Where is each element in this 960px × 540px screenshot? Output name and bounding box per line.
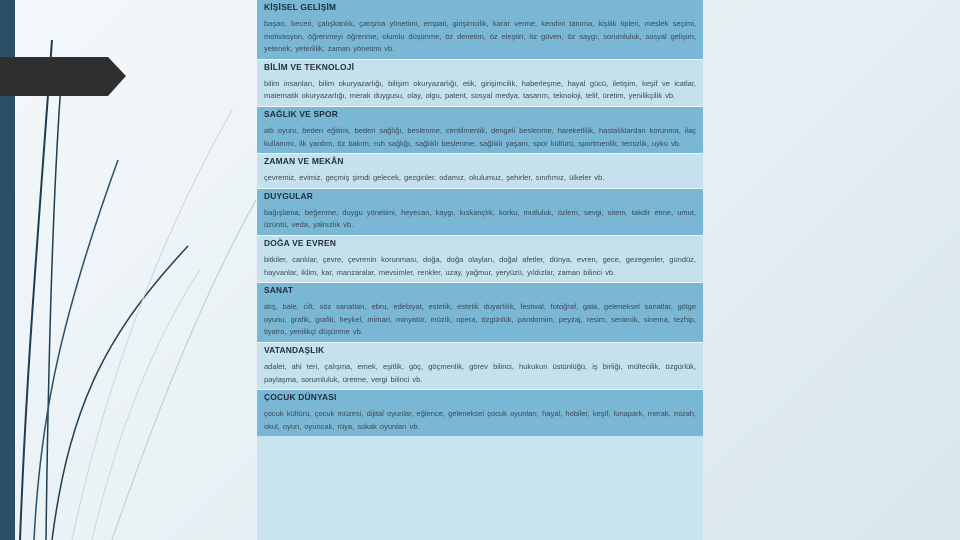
section-title: ÇOCUK DÜNYASI (257, 390, 703, 405)
section-zaman-ve-mekan (257, 154, 703, 188)
section-kisisel-gelisim (257, 0, 703, 59)
section-duygular (257, 189, 703, 235)
section-title: BİLİM VE TEKNOLOJİ (257, 60, 703, 75)
topic-table (257, 0, 703, 540)
section-body: bilim insanları, bilim okuryazarlığı, bilişim okuryazarlığı, etik, girişimcilik, haberleşme, hayal gücü, iletişim, keşif ve icatlar, matematik okuryazarlığı, merak duygusu, olay, olgu, patent, sosyal medya, tasarım, teknoloji, telif, üretim, yenilikçilik vb. (257, 75, 703, 106)
section-body: çocuk kültürü, çocuk müzesi, dijital oyunlar, eğlence, geleneksel çocuk oyunları, hayal, hobiler, keşif, lunapark, merak, mizah, okul, oyun, oyuncak, rüya, sokak oyunları vb. (257, 405, 703, 436)
section-body: atlı oyunı, beden eğitimi, beden sağlığı, beslenme, centilmenlik, dengeli beslenme, hareketlilik, hastalıklardan korunma, ilaç kullanımı, ilk yardım, öz bakım, ruh sağlığı, sağlıklı beslenme, sağlıklı yaşam, spor kültürü, sportmenlik, temizlik, uyku vb. (257, 122, 703, 153)
section-title: ZAMAN VE MEKÂN (257, 154, 703, 169)
section-body: bağışlama, beğenme, duygu yönetimi, heyecan, kaygı, kıskançlık, korku, mutluluk, özlem, sevgi, sitem, takdir etme, umut, üzüntü, veda, yalnızlık vb. (257, 204, 703, 235)
section-title: DOĞA VE EVREN (257, 236, 703, 251)
section-body: çevremiz, evimiz, geçmiş şimdi gelecek, gezginler, odamız, okulumuz, şehirler, sınıfımız, ülkeler vb. (257, 169, 703, 188)
section-vatandaslik (257, 343, 703, 389)
section-title: SAĞLIK VE SPOR (257, 107, 703, 122)
title-arrow-tab (0, 57, 126, 96)
section-body: adalet, ahi teri, çalışma, emek, eşitlik, göç, göçmenlik, görev bilinci, hukukun üstünlüğü, iş birliği, mültecilik, özgürlük, paylaşma, sorumluluk, üretme, vergi bilinci vb. (257, 358, 703, 389)
section-body: bitkiler, canlılar, çevre, çevrenin korunması, doğa, doğa olayları, doğal afetler, dünya, evren, gece, gezegenler, gündüz, hayvanlar, iklim, kar, manzaralar, mevsimler, renkler, uzay, yağmur, yeryüzü, yıldızlar, zaman bilinci vb. (257, 251, 703, 282)
section-cocuk-dunyasi (257, 390, 703, 436)
section-bilim-ve-teknoloji (257, 60, 703, 106)
section-title: VATANDAŞLIK (257, 343, 703, 358)
section-title: KİŞİSEL GELİŞİM (257, 0, 703, 15)
section-body: alış, bale, cilt, söz sanatları, ebru, edebiyat, estetik, estetik duyarlılık, festival, fotoğraf, gala, geleneksel sanatlar, gölge oyunu, grafik, grafiti, heykel, mimari, minyatür, müzik, opera, özgünlük, pandomim, peyzaj, resim, seramik, sinema, tezhip, tiyatro, yenilikçi düşünme vb. (257, 298, 703, 342)
section-title: DUYGULAR (257, 189, 703, 204)
section-body: başarı, beceri, çalışkanlık, çatışma yönetimi, empati, girişimcilik, karar verme, kendini tanıma, kişilik tipleri, meslek seçimi, motivasyon, öğrenmeyi öğrenme, olumlu düşünme, öz denetim, öz eleştiri, öz güven, öz saygı, sorumluluk, sosyal gelişim, yetenek, yeterlilik, zaman yönetimi vb. (257, 15, 703, 59)
section-saglik-ve-spor (257, 107, 703, 153)
section-sanat (257, 283, 703, 342)
section-title: SANAT (257, 283, 703, 298)
section-doga-ve-evren (257, 236, 703, 282)
